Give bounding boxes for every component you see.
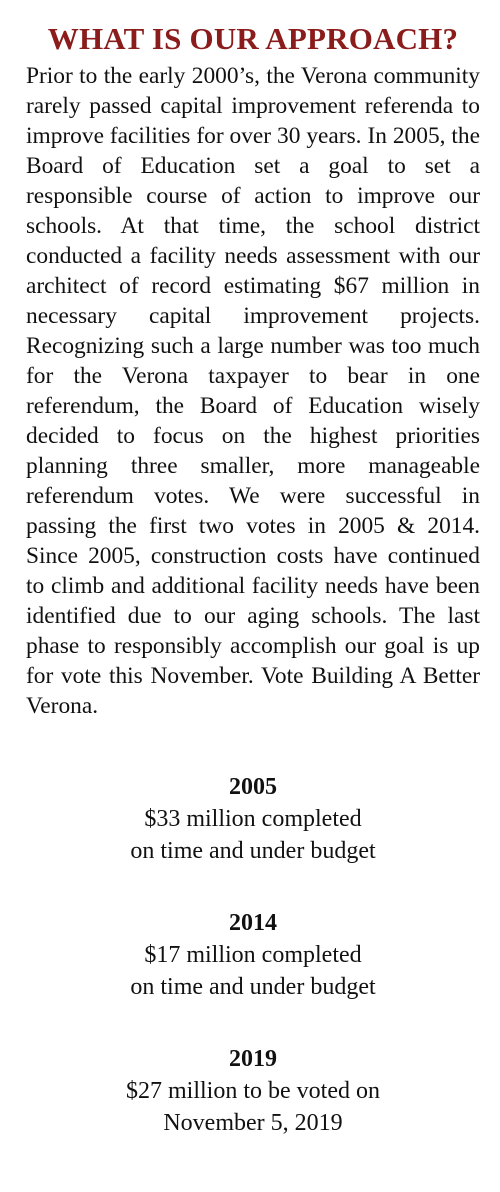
milestone-date: November 5, 2019	[163, 1110, 343, 1136]
milestone-2005	[26, 771, 480, 867]
milestone-year: 2005	[229, 774, 277, 800]
milestone-2019	[26, 1043, 480, 1139]
milestone-amount: $27 million to be voted on	[126, 1078, 380, 1104]
referendum-timeline	[26, 771, 480, 1139]
milestone-status: on time and under budget	[130, 974, 376, 1000]
milestone-amount: $17 million completed	[144, 942, 362, 968]
section-heading: WHAT IS OUR APPROACH?	[47, 21, 459, 56]
milestone-year: 2019	[229, 1046, 277, 1072]
milestone-status: on time and under budget	[130, 838, 376, 864]
milestone-year: 2014	[229, 910, 277, 936]
milestone-amount: $33 million completed	[144, 806, 362, 832]
milestone-2014	[26, 907, 480, 1003]
approach-paragraph: Prior to the early 2000’s, the Verona community rarely passed capital improvement referenda to improve facilities for over 30 years. In 2005, the Board of Education set a goal to set a responsible course of action to improve our schools. At that time, the school district conducted a facility needs assessment with our architect of record estimating $67 million in necessary capital improvement projects. Recognizing such a large number was too much for the Verona taxpayer to bear in one referendum, the Board of Education wisely decided to focus on the highest priorities planning three smaller, more manageable referendum votes. We were successful in passing the first two votes in 2005 & 2014. Since 2005, construction costs have continued to climb and additional facility needs have been identified due to our aging schools. The last phase to responsibly accomplish our goal is up for vote this November. Vote Building A Better Verona.	[26, 63, 480, 719]
